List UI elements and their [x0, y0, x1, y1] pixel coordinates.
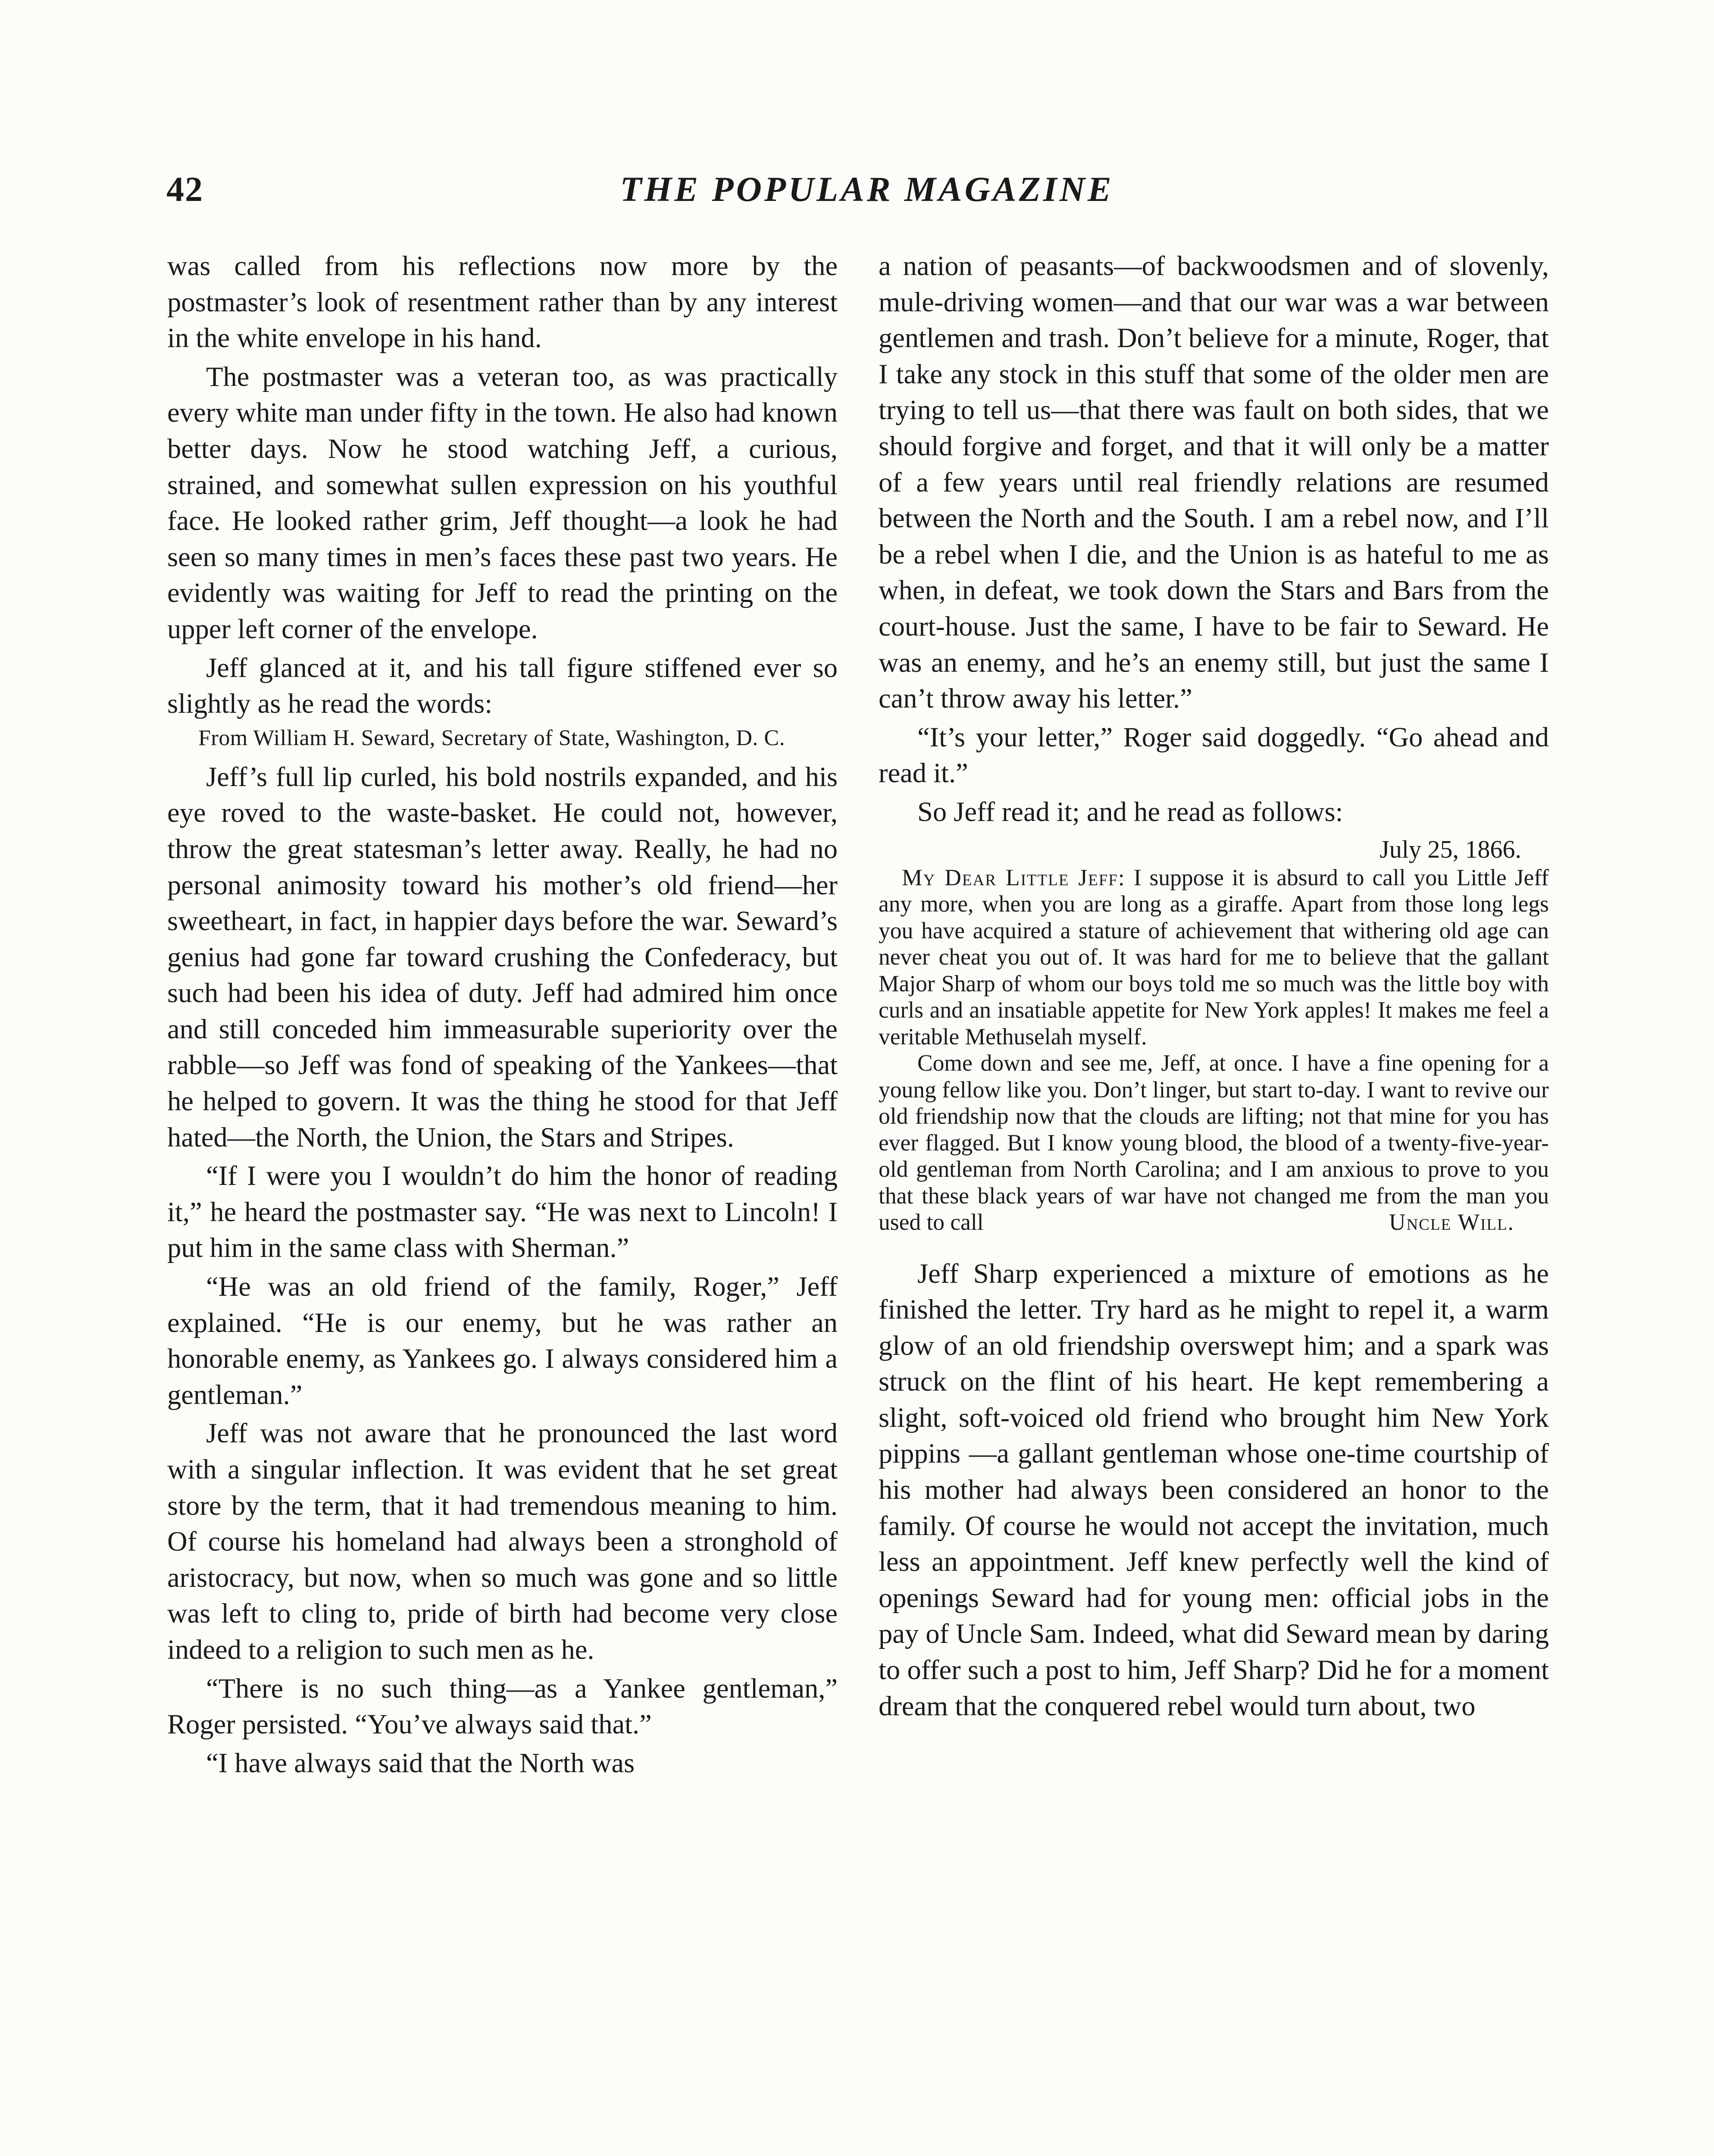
letter-text: I suppose it is absurd to call you Little Jeff any more, when you are long as a giraffe. Apart from those long legs you have acquired a stature of achievement that withering old age can never cheat you out of. It was hard for me to believe that the gallant Major Sharp of whom our boys told me so much was the little boy with curls and an insatiable appetite for New York apples! It makes me feel a veritable Methuselah myself. — [879, 864, 1549, 1050]
left-column — [167, 248, 838, 1781]
paragraph: “I have always said that the North was — [206, 1747, 635, 1778]
paragraph: was called from his reflections now more by the postmaster’s look of resentment rather than by any interest in the white envelope in his hand. — [167, 251, 838, 354]
letter-block — [879, 865, 1549, 1236]
paragraph: Jeff’s full lip curled, his bold nostrils expanded, and his eye roved to the waste-basket. He could not, however, throw the great statesman’s letter away. Really, he had no personal animosity toward his mother’s old friend—her sweetheart, in fact, in happier days before the war. Seward’s genius had gone far toward crushing the Confederacy, but such had been his idea of duty. Jeff had admired him once and still conceded him immeasurable superiority over the rabble—so Jeff was fond of speaking of the Yankees—that he helped to govern. It was the thing he stood for that Jeff hated—the North, the Union, the Stars and Stripes. — [167, 761, 838, 1153]
paragraph: So Jeff read it; and he read as follows: — [917, 796, 1343, 827]
letter-signature: Uncle Will. — [1389, 1209, 1514, 1235]
paragraph: “He was an old friend of the family, Roger,” Jeff explained. “He is our enemy, but he was rather an honorable enemy, as Yankees go. I always considered him a gentleman.” — [167, 1271, 838, 1410]
paragraph: Jeff Sharp experienced a mixture of emotions as he finished the letter. Try hard as he might to repel it, a warm glow of an old friendship overswept him; and a spark was struck on the flint of his heart. He kept remembering a slight, soft-voiced old friend who brought him New York pippins —a gallant gentleman whose one-time courtship of his mother had always been considered an honor to the family. Of course he would not accept the invitation, much less an appointment. Jeff knew perfectly well the kind of openings Seward had for young men: official jobs in the pay of Uncle Sam. Indeed, what did Seward mean by daring to offer such a post to him, Jeff Sharp? Did he for a moment dream that the conquered rebel would turn about, two — [879, 1258, 1549, 1721]
page-number: 42 — [166, 169, 203, 209]
paragraph: Jeff was not aware that he pronounced the last word with a singular inflection. It was evident that he set great store by the term, that it had tremendous meaning to him. Of course his homeland had always been a stronghold of aristocracy, but now, when so much was gone and so little was left to cling to, pride of birth had become very close indeed to a religion to such men as he. — [167, 1418, 838, 1665]
paragraph: “It’s your letter,” Roger said doggedly. “Go ahead and read it.” — [879, 721, 1549, 789]
right-column — [879, 248, 1549, 1724]
page-header — [166, 169, 1567, 216]
letter-paragraph — [879, 865, 1549, 1050]
letter-date: July 25, 1866. — [1379, 835, 1521, 863]
running-title: THE POPULAR MAGAZINE — [620, 169, 1114, 209]
letter-text: Come down and see me, Jeff, at once. I have a fine opening for a young fellow like you. Don’t linger, but start to-day. I want to revive our old friendship now that the clouds are lifting; not that mine for you has ever flagged. But I know young blood, the blood of a twenty-five-year-old gentleman from North Carolina; and I am anxious to prove to you that these black years of war have not changed me from the man you used to call — [879, 1050, 1549, 1235]
envelope-dateline: From William H. Seward, Secretary of State, Washington, D. C. — [198, 725, 785, 750]
paragraph: a nation of peasants—of backwoodsmen and of slovenly, mule-driving women—and that our war was a war between gentlemen and trash. Don’t believe for a minute, Roger, that I take any stock in this stuff that some of the older men are trying to tell us—that there was fault on both sides, that we should forgive and forget, and that it will only be a matter of a few years until real friendly relations are resumed between the North and the South. I am a rebel now, and I’ll be a rebel when I die, and the Union is as hateful to me as when, in defeat, we took down the Stars and Bars from the court-house. Just the same, I have to be fair to Seward. He was an enemy, and he’s an enemy still, but just the same I can’t throw away his letter.” — [879, 251, 1549, 714]
paragraph: Jeff glanced at it, and his tall figure stiffened ever so slightly as he read the words: — [167, 652, 838, 719]
paragraph: “There is no such thing—as a Yankee gentleman,” Roger persisted. “You’ve always said that.” — [167, 1673, 838, 1740]
letter-paragraph — [879, 1050, 1549, 1236]
letter-salutation: My Dear Little Jeff: — [902, 864, 1126, 890]
paragraph: The postmaster was a veteran too, as was practically every white man under fifty in the town. He also had known better days. Now he stood watching Jeff, a curious, strained, and somewhat sullen expression on his youthful face. He looked rather grim, Jeff thought—a look he had seen so many times in men’s faces these past two years. He evidently was waiting for Jeff to read the printing on the upper left corner of the envelope. — [167, 361, 838, 644]
paragraph: “If I were you I wouldn’t do him the honor of reading it,” he heard the postmaster say. “He was next to Lincoln! I put him in the same class with Sherman.” — [167, 1160, 838, 1263]
